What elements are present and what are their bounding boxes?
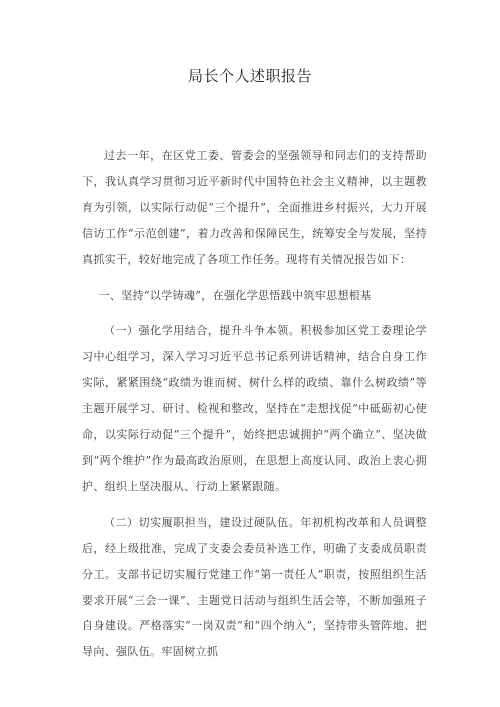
section-paragraph-2: （二）切实履职担当，建设过硬队伍。年初机构改革和人员调整后，经上级批准，完成了支委会委员补选工作，明确了支委成员职责分工。支部书记切实履行党建工作“第一责任人”职责，按照组织生活要求开展“三会一课”、主题党日活动与组织生活会等，不断加强班子自身建设。严格落实“一岗双责”和“四个纳入”，坚持带头管阵地、把导向、强队伍。牢固树立抓: [82, 515, 427, 659]
section-paragraph-1: （一）强化学用结合，提升斗争本领。积极参加区党工委理论学习中心组学习，深入学习习近平总书记系列讲话精神，结合自身工作实际，紧紧围绕“政绩为谁而树、树什么样的政绩、靠什么树政绩”等主题开展学习、研讨、检视和整改，坚持在“走想找促”中砥砺初心使命，以实际行动促“三个提升”，始终把忠诚拥护“两个确立”、坚决做到“两个维护”作为最高政治原则，在思想上高度认同、政治上衷心拥护、组织上坚决服从、行动上紧紧跟随。: [82, 324, 427, 493]
document-title: 局长个人述职报告: [187, 67, 312, 85]
section-heading: 一、坚持“以学铸魂”，在强化学思悟践中筑牢思想根基: [98, 288, 372, 302]
document-body: [82, 143, 427, 665]
intro-paragraph: 过去一年，在区党工委、管委会的坚强领导和同志们的支持帮助下，我认真学习贯彻习近平新时代中国特色社会主义精神，以主题教育为引领，以实际行动促“三个提升”，全面推进乡村振兴，大力开展信访工作“示范创建”，着力改善和保障民生，统筹安全与发展，坚持真抓实干，较好地完成了各项工作任务。现将有关情况报告如下：: [82, 149, 427, 266]
